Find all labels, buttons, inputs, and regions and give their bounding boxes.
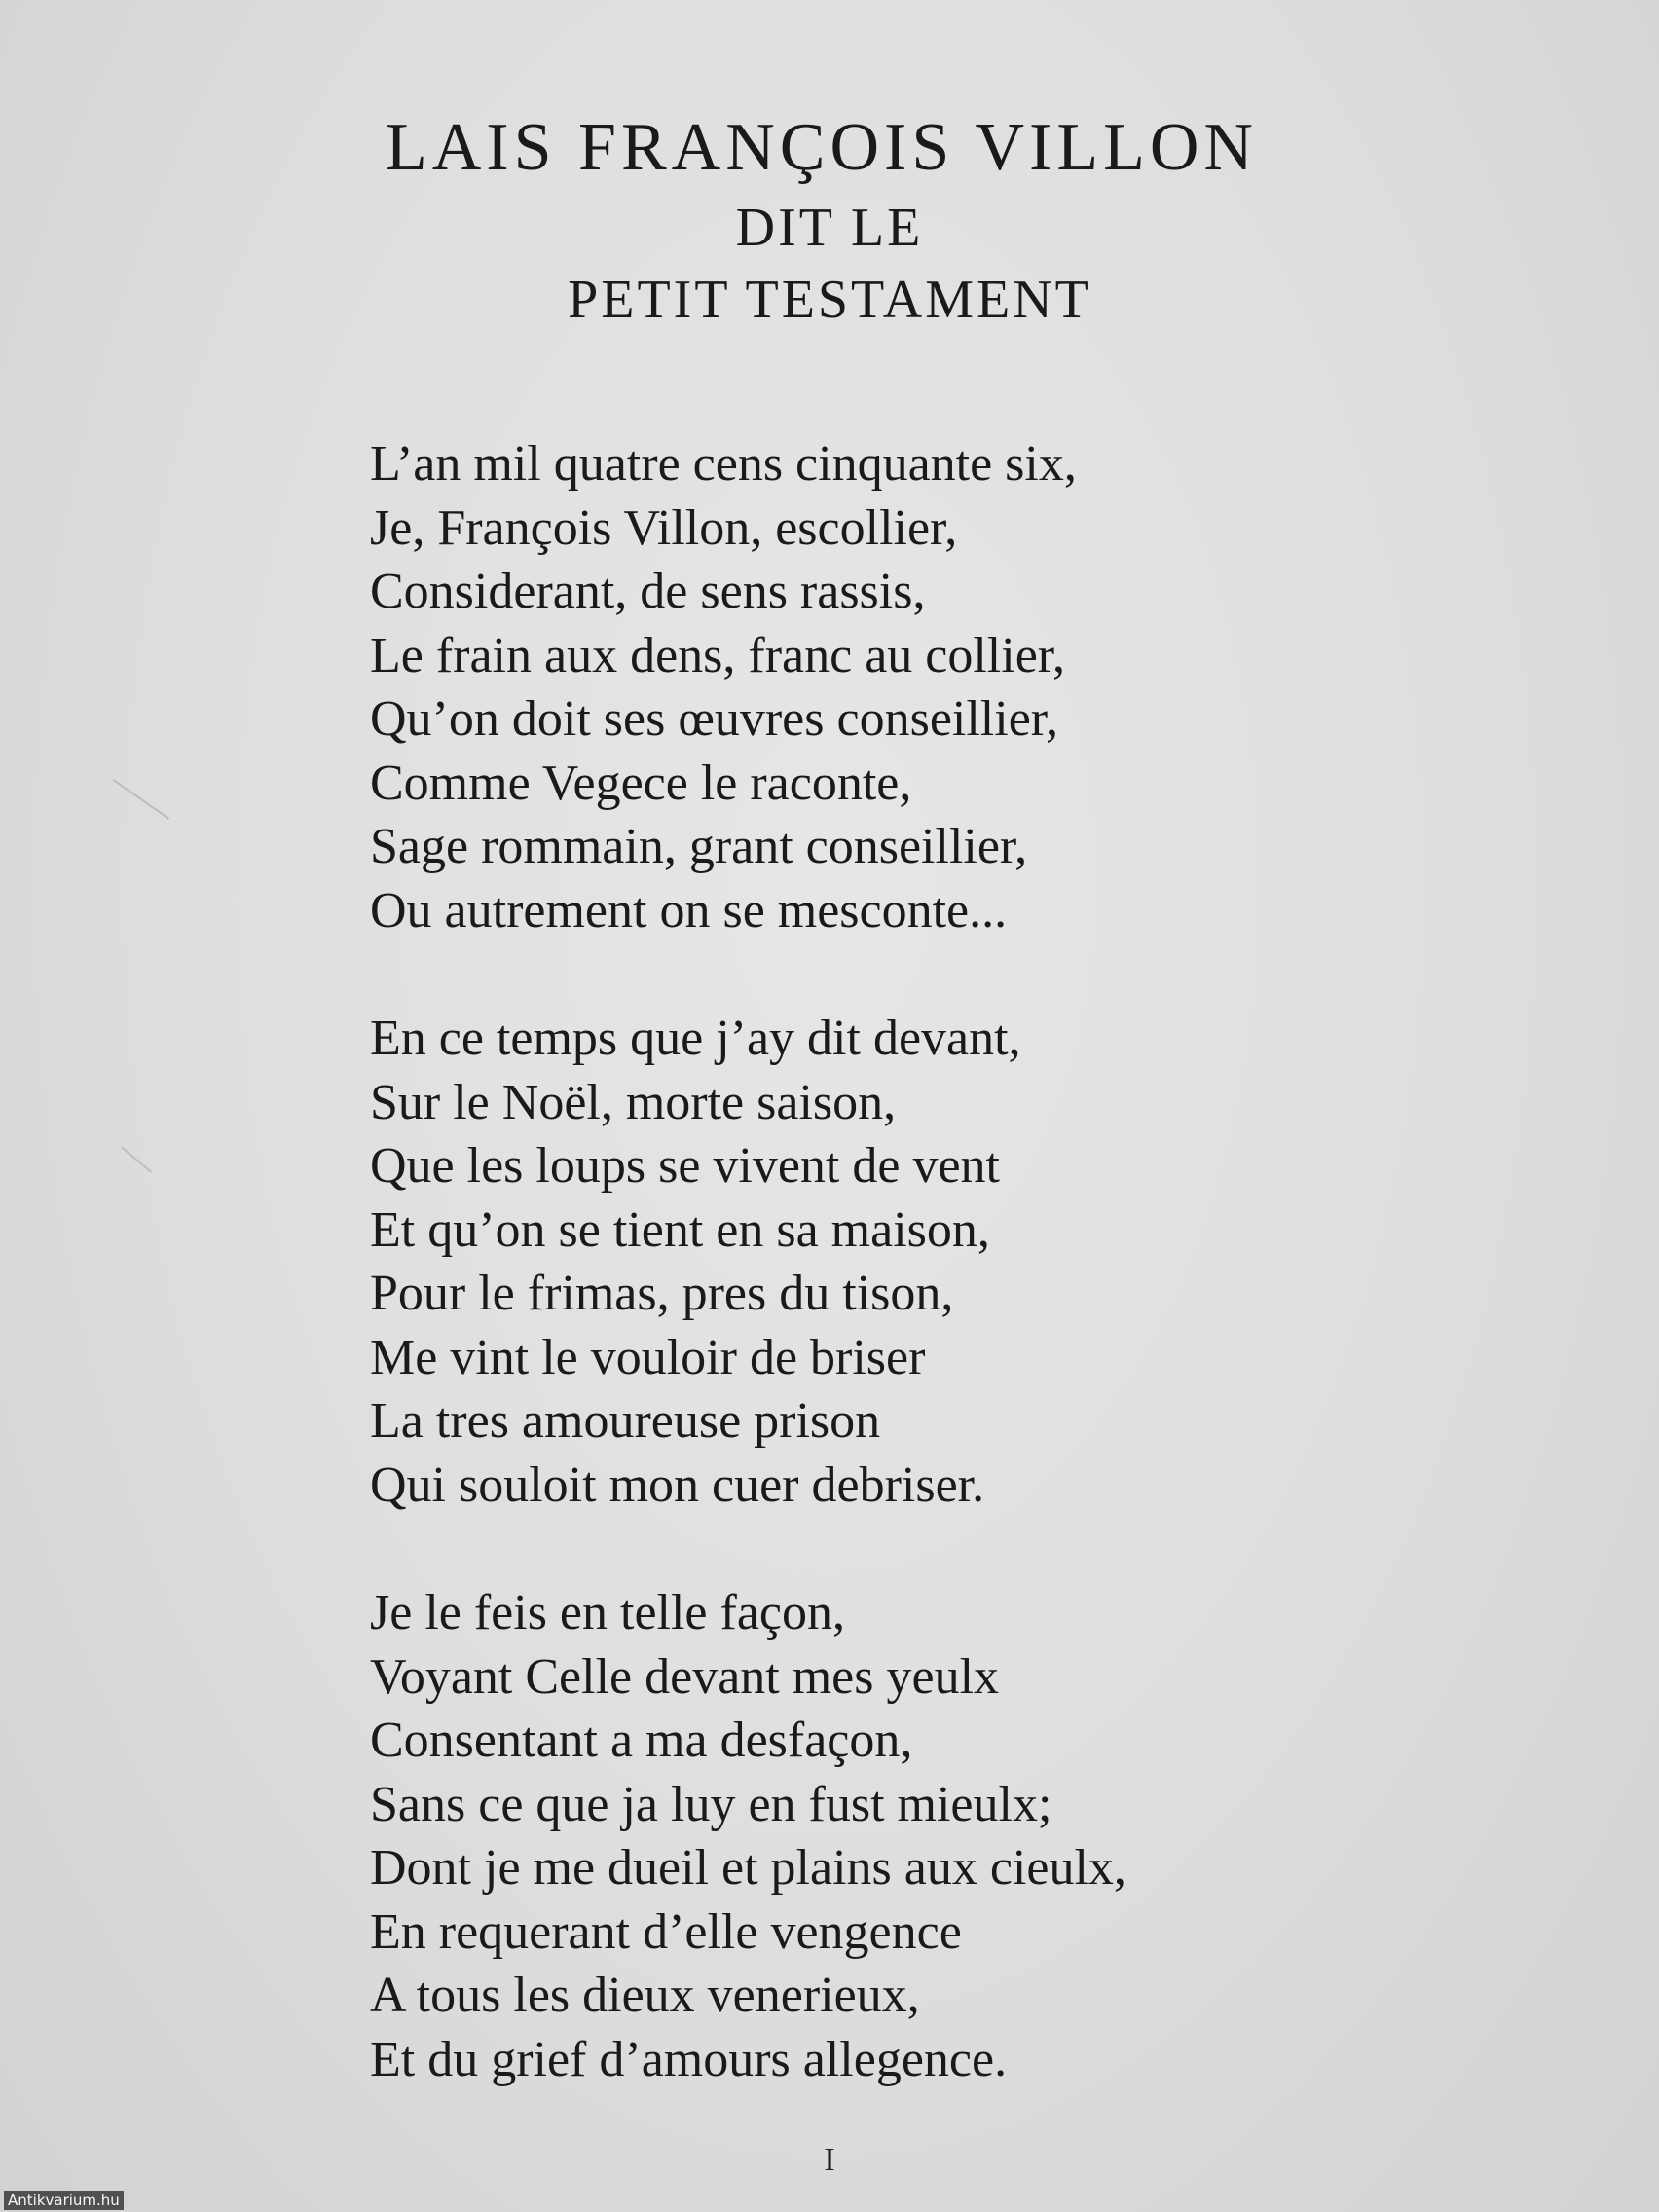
verse-line: Voyant Celle devant mes yeulx — [370, 1648, 1000, 1705]
verse-line: Sage rommain, grant conseillier, — [370, 819, 1028, 874]
verse-line: Je, François Villon, escollier, — [370, 499, 958, 556]
stanza-2 — [370, 1007, 1344, 1517]
verse-line: Que les loups se vivent de vent — [370, 1138, 1000, 1194]
page-crease — [113, 779, 169, 820]
verse-line: Le frain aux dens, franc au collier, — [370, 627, 1066, 683]
verse-line: L’an mil quatre cens cinquante six, — [370, 436, 1077, 492]
verse-line: Me vint le vouloir de briser — [370, 1329, 926, 1385]
verse-line: Dont je me dueil et plains aux cieulx, — [370, 1840, 1126, 1896]
watermark: Antikvarium.hu — [4, 2191, 124, 2210]
verse-line: Sans ce que ja luy en fust mieulx; — [370, 1776, 1052, 1832]
title-line-1: LAIS FRANÇOIS VILLON — [386, 110, 1258, 185]
verse-line: Pour le frimas, pres du tison, — [370, 1266, 954, 1321]
verse-line: Et du grief d’amours allegence. — [370, 2031, 1008, 2087]
verse-line: Considerant, de sens rassis, — [370, 564, 926, 619]
verse-line: Ou autrement on se mesconte... — [370, 882, 1008, 939]
stanza-1 — [370, 432, 1344, 942]
stanza-3 — [370, 1581, 1344, 2091]
poem — [370, 432, 1344, 2156]
verse-line: En ce temps que j’ay dit devant, — [370, 1011, 1021, 1066]
verse-line: La tres amoureuse prison — [370, 1393, 881, 1449]
verse-line: Consentant a ma desfaçon, — [370, 1713, 913, 1768]
verse-line: Qui souloit mon cuer debriser. — [370, 1456, 985, 1513]
verse-line: Qu’on doit ses œuvres conseillier, — [370, 691, 1059, 747]
verse-line: Sur le Noël, morte saison, — [370, 1074, 897, 1130]
title-line-2: DIT LE — [735, 198, 924, 258]
verse-line: A tous les dieux venerieux, — [370, 1968, 920, 2023]
verse-line: Comme Vegece le raconte, — [370, 755, 912, 811]
title-line-3: PETIT TESTAMENT — [568, 270, 1091, 330]
page-number: I — [824, 2142, 835, 2178]
page-crease — [121, 1146, 152, 1172]
verse-line: En requerant d’elle vengence — [370, 1903, 962, 1960]
verse-line: Et qu’on se tient en sa maison, — [370, 1201, 990, 1258]
verse-line: Je le feis en telle façon, — [370, 1585, 845, 1641]
